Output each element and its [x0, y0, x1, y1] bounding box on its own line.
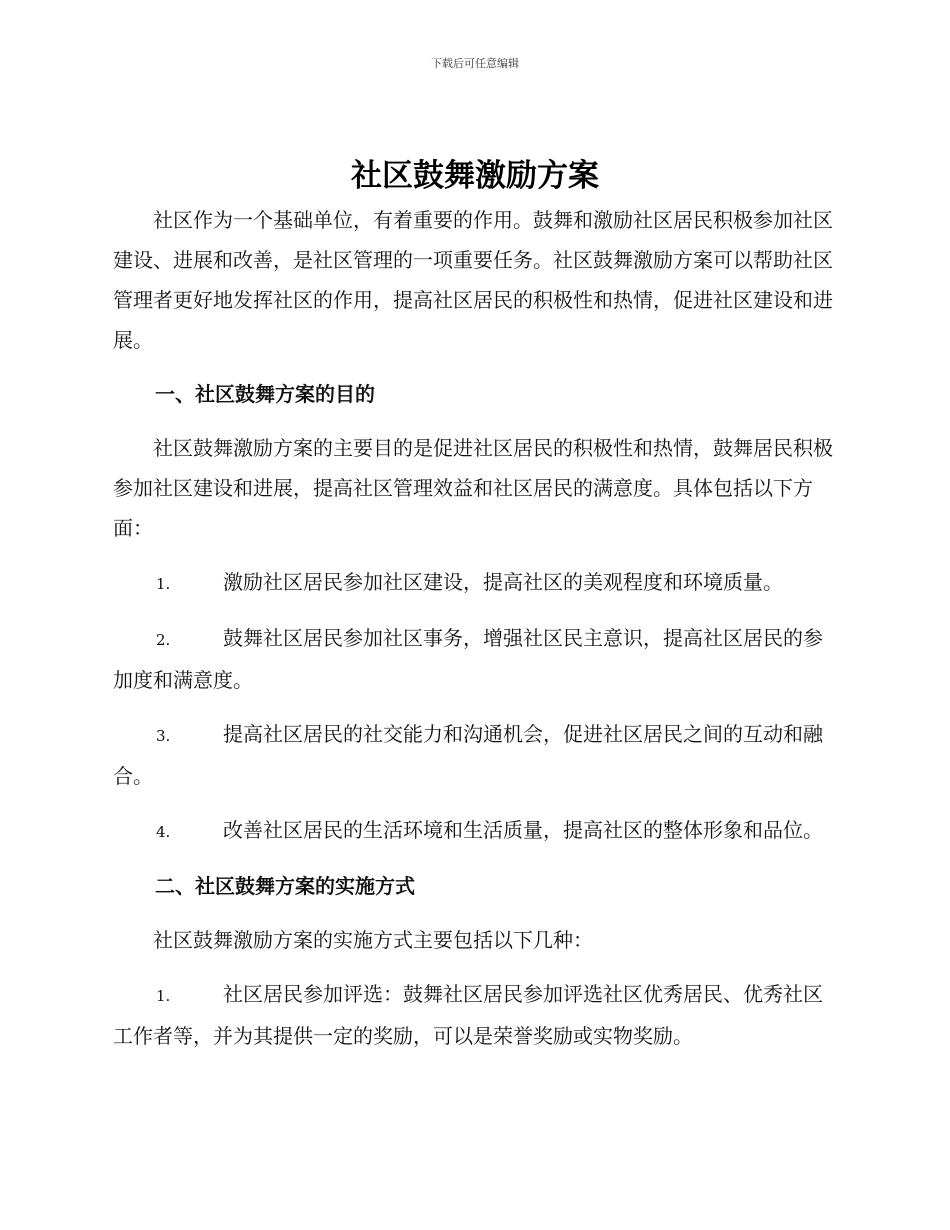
list-item-number: 3. [156, 727, 171, 745]
list-item-text: 社区居民参加评选：鼓舞社区居民参加评选社区优秀居民、优秀社区工作者等，并为其提供一定的奖励，可以是荣誉奖励或实物奖励。 [113, 982, 823, 1048]
section-2-paragraph: 社区鼓舞激励方案的实施方式主要包括以下几种： [153, 928, 593, 952]
list-item [113, 974, 835, 1056]
list-item-text: 提高社区居民的社交能力和沟通机会，促进社区居民之间的互动和融合。 [113, 722, 823, 788]
list-item [113, 618, 835, 700]
list-item [113, 810, 835, 852]
list-item-number: 4. [156, 823, 171, 841]
list-item-text: 鼓舞社区居民参加社区事务，增强社区民主意识，提高社区居民的参加度和满意度。 [113, 626, 823, 692]
section-1-paragraph: 社区鼓舞激励方案的主要目的是促进社区居民的积极性和热情，鼓舞居民积极参加社区建设和进展，提高社区管理效益和社区居民的满意度。具体包括以下方面： [113, 436, 833, 540]
document-body [113, 200, 835, 1056]
section-2-heading: 二、社区鼓舞方案的实施方式 [155, 874, 415, 898]
list-item-number: 1. [156, 987, 171, 1005]
section-1-heading: 一、社区鼓舞方案的目的 [155, 382, 375, 406]
list-item-number: 1. [156, 575, 171, 593]
list-item-text: 激励社区居民参加社区建设，提高社区的美观程度和环境质量。 [223, 570, 783, 594]
list-item-text: 改善社区居民的生活环境和生活质量，提高社区的整体形象和品位。 [223, 818, 823, 842]
intro-paragraph: 社区作为一个基础单位，有着重要的作用。鼓舞和激励社区居民积极参加社区建设、进展和改善，是社区管理的一项重要任务。社区鼓舞激励方案可以帮助社区管理者更好地发挥社区的作用，提高社区居民的积极性和热情，促进社区建设和进展。 [113, 208, 833, 352]
list-item [113, 714, 835, 796]
document-title: 社区鼓舞激励方案 [351, 158, 599, 194]
list-item [113, 562, 835, 604]
page-header: 下载后可任意编辑 [431, 57, 519, 70]
list-item-number: 2. [156, 631, 171, 649]
